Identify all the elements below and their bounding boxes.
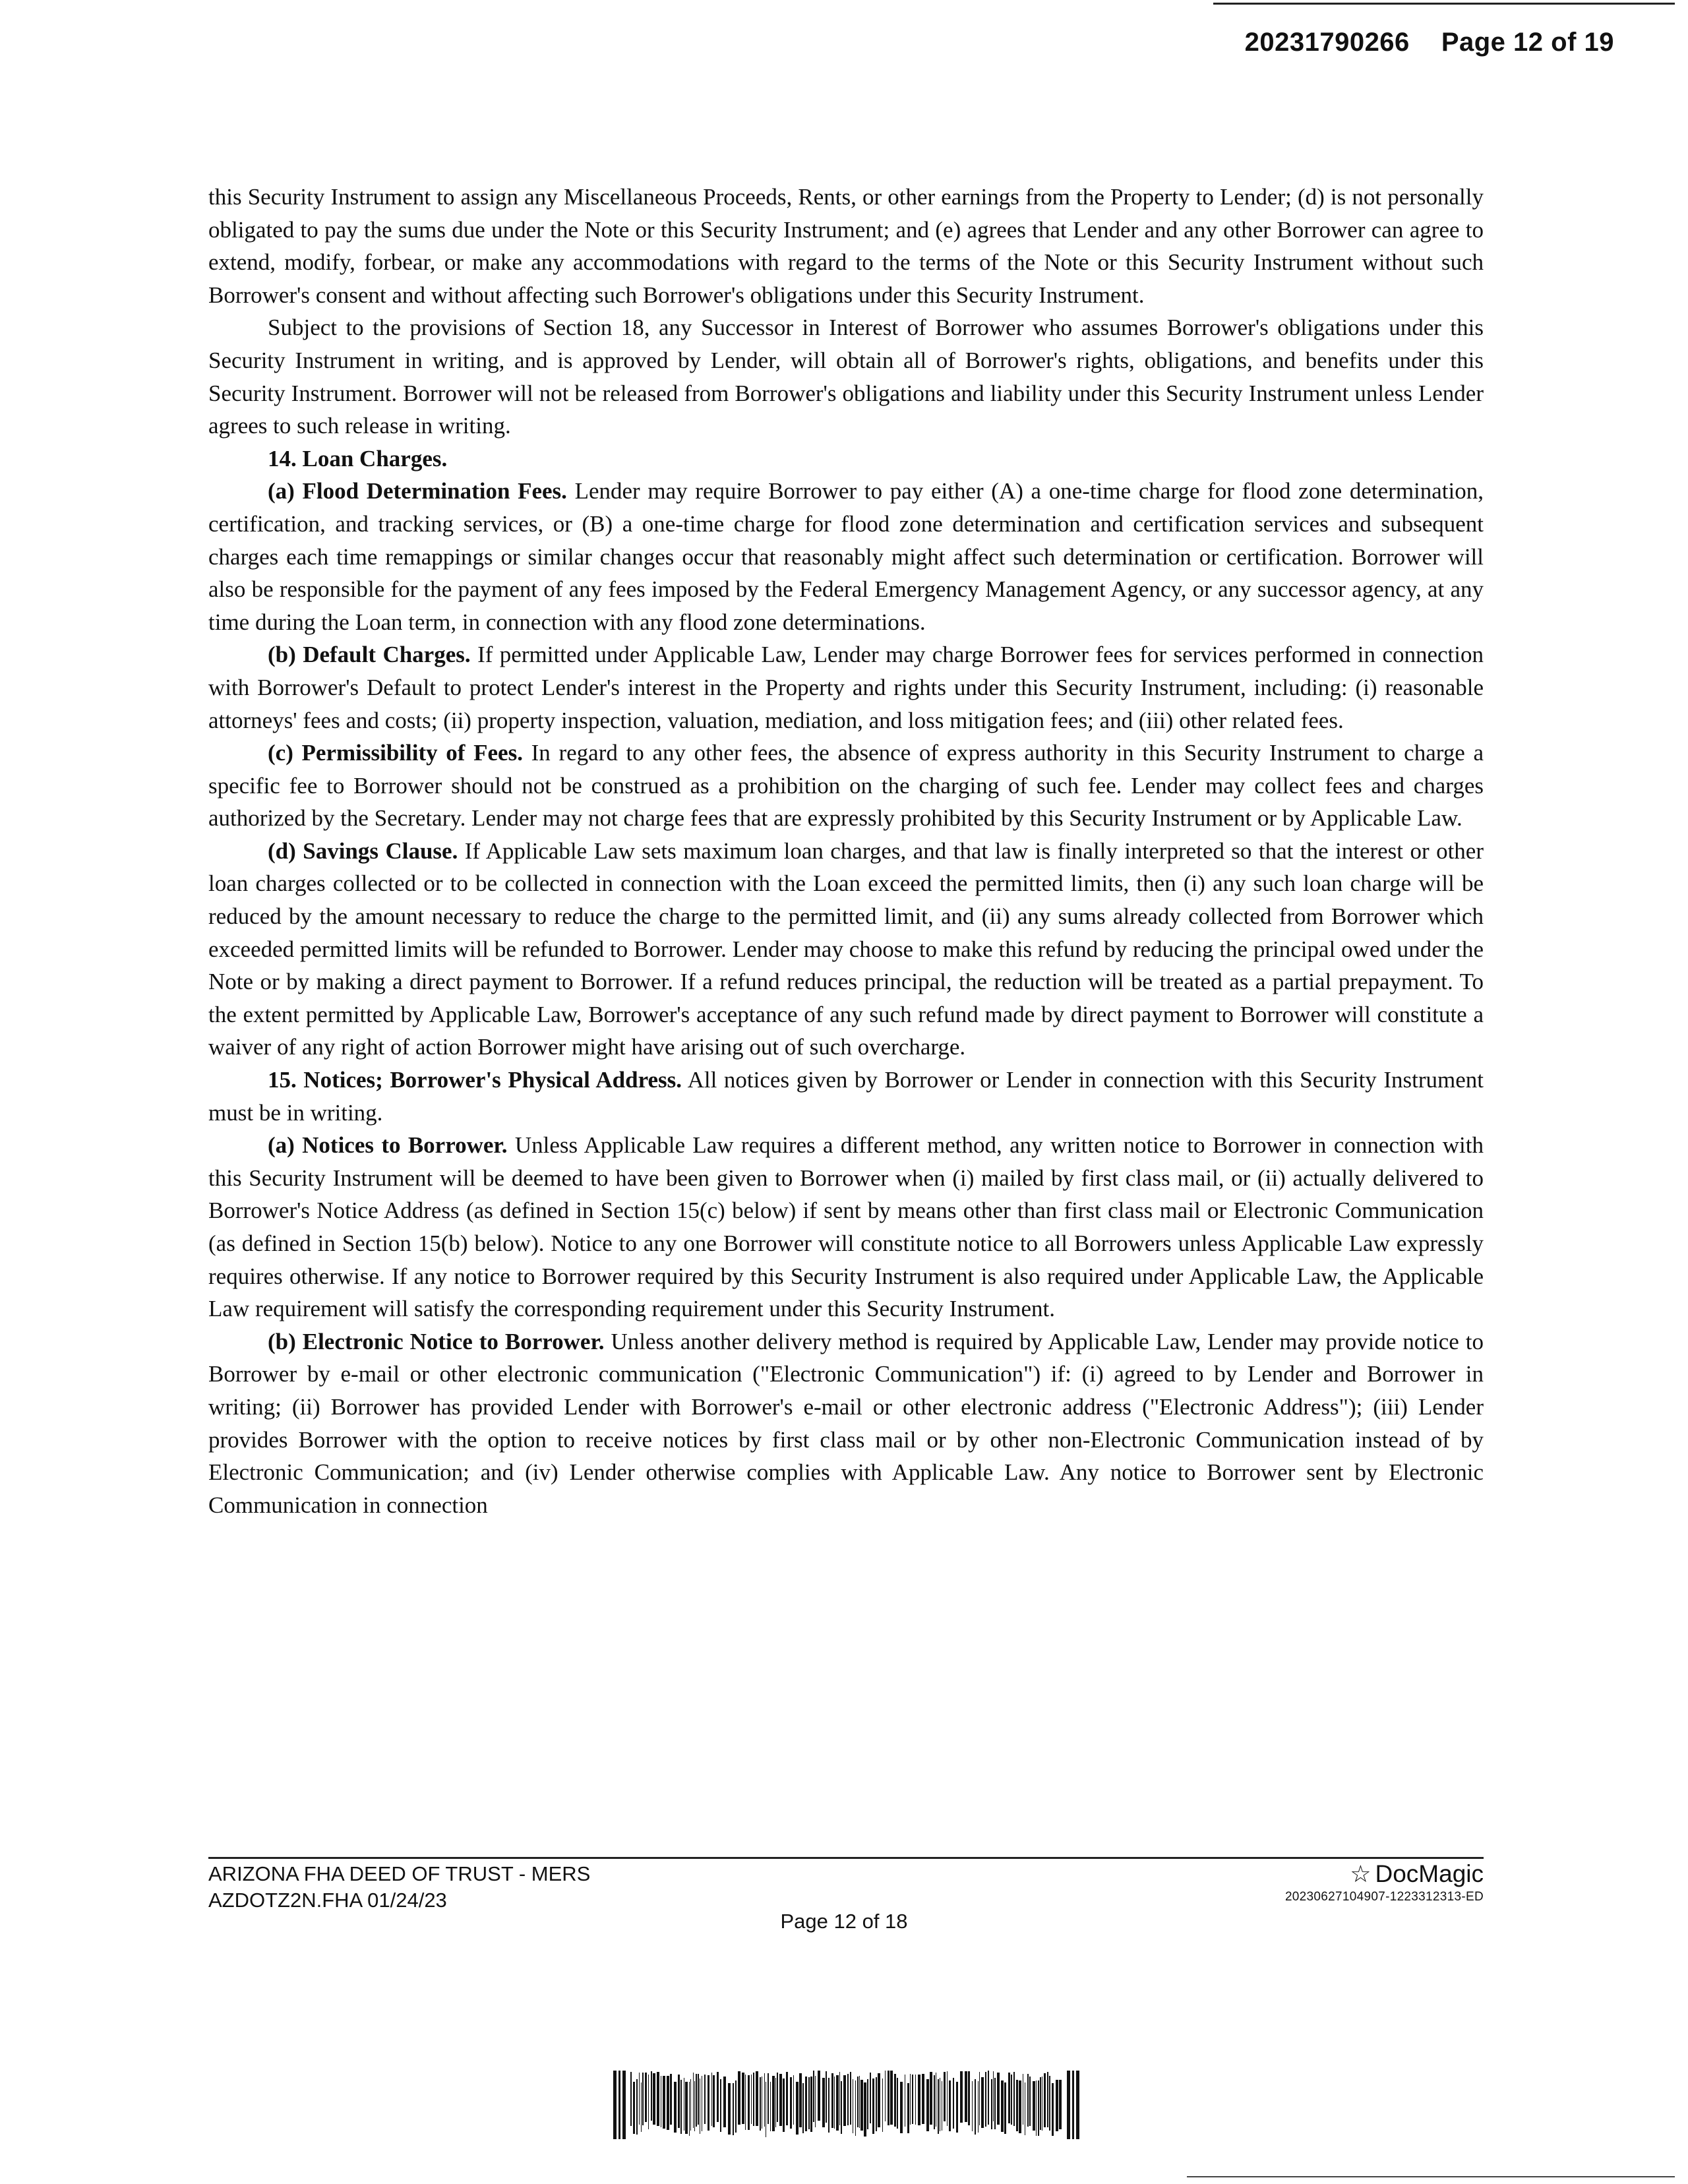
barcode-icon xyxy=(613,2071,1088,2139)
section-14c-text: In regard to any other fees, the absence of express authority in this Security Instrument to charge a specific fee to Borrower should not be construed as a prohibition on the charging of such fee. Lender may collect fees and charges authorized by the Secretary. Lender may not charge fees that are expressly prohibited by this Security Instrument or by Applicable Law. xyxy=(208,740,1484,832)
section-14a-heading: (a) Flood Determination Fees. xyxy=(268,478,567,504)
bottom-edge-rule xyxy=(1187,2176,1675,2177)
section-15b-heading: (b) Electronic Notice to Borrower. xyxy=(268,1328,605,1354)
footer-page-number: Page 12 of 18 xyxy=(780,1910,908,1933)
section-14c-heading: (c) Permissibility of Fees. xyxy=(268,740,523,766)
section-15-text: All notices given by Borrower or Lender in connection with this Security Instrument must be in writing. xyxy=(208,1067,1484,1126)
section-15b-text: Unless another delivery method is required by Applicable Law, Lender may provide notice to Borrower by e-mail or other electronic communication ("Electronic Communication") if: (i) agreed to by Lender and Borrower in writing; (ii) Borrower has provided Lender with Borrower's e-mail or other electronic address ("Electronic Address"); (iii) Lender provides Borrower with the option to receive notices by first class mail or by other non-Electronic Communication instead of by Electronic Communication; and (iv) Lender otherwise complies with Applicable Law. Any notice to Borrower sent by Electronic Communication in connection xyxy=(208,1328,1484,1518)
section-14d-text: If Applicable Law sets maximum loan charges, and that law is finally interpreted so that the interest or other loan charges collected or to be collected in connection with the Loan exceed the permitted limits, then (i) any such loan charge will be reduced by the amount necessary to reduce the charge to the permitted limit, and (ii) any sums already collected from Borrower which exceeded permitted limits will be refunded to Borrower. Lender may choose to make this refund by reducing the principal owed under the Note or by making a direct payment to Borrower. If a refund reduces principal, the reduction will be treated as a partial prepayment. To the extent permitted by Applicable Law, Borrower's acceptance of any such refund made by direct payment to Borrower will constitute a waiver of any right of action Borrower might have arising out of such overcharge. xyxy=(208,837,1484,1060)
section-15a xyxy=(208,1129,1484,1325)
document-id: 20230627104907-1223312313-ED xyxy=(1284,1890,1484,1904)
brand-logo xyxy=(1285,1861,1484,1887)
section-14c xyxy=(208,737,1484,835)
section-15-heading: 15. Notices; Borrower's Physical Address. xyxy=(268,1067,682,1093)
paragraph-continuation: this Security Instrument to assign any Miscellaneous Proceeds, Rents, or other earnings from the Property to Lender; (d) is not personally obligated to pay the sums due under the Note or this Security Instrument; and (e) agrees that Lender and any other Borrower can agree to extend, modify, forbear, or make any accommodations with regard to the terms of the Note or this Security Instrument without such Borrower's consent and without affecting such Borrower's obligations under this Security Instrument. xyxy=(208,184,1484,308)
star-icon: ☆ xyxy=(1350,1860,1372,1887)
footer-form-code: AZDOTZ2N.FHA 01/24/23 xyxy=(208,1889,447,1912)
section-15a-heading: (a) Notices to Borrower. xyxy=(268,1132,508,1159)
footer-form-title: ARIZONA FHA DEED OF TRUST - MERS xyxy=(208,1862,591,1885)
footer-rule xyxy=(208,1857,1484,1859)
section-14b-heading: (b) Default Charges. xyxy=(268,642,471,668)
section-14d xyxy=(208,835,1484,1064)
section-14b-text: If permitted under Applicable Law, Lender may charge Borrower fees for services performed in connection with Borrower's Default to protect Lender's interest in the Property and rights under this Security Instrument, including: (i) reasonable attorneys' fees and costs; (ii) property inspection, valuation, mediation, and loss mitigation fees; and (iii) other related fees. xyxy=(208,642,1484,733)
section-14a xyxy=(208,475,1484,638)
section-14-title: 14. Loan Charges. xyxy=(268,445,448,471)
section-14b xyxy=(208,638,1484,737)
section-14d-heading: (d) Savings Clause. xyxy=(268,837,458,864)
recording-header xyxy=(1245,28,1614,57)
document-body xyxy=(208,181,1484,1521)
section-15b xyxy=(208,1325,1484,1522)
section-15 xyxy=(208,1064,1484,1129)
footer-form-info xyxy=(208,1861,590,1914)
section-14a-text: Lender may require Borrower to pay either (A) a one-time charge for flood zone determination, certification, and tracking services, or (B) a one-time charge for flood zone determination and certification services and subsequent charges each time remappings or similar changes occur that reasonably might affect such determination or certification. Borrower will also be responsible for the payment of any fees imposed by the Federal Emergency Management Agency, or any successor agency, at any time during the Loan term, in connection with any flood zone determinations. xyxy=(208,478,1484,635)
brand-name: DocMagic xyxy=(1375,1860,1484,1887)
paragraph-successor: Subject to the provisions of Section 18, any Successor in Interest of Borrower who assumes Borrower's obligations under this Security Instrument in writing, and is approved by Lender, will obtain all of Borrower's rights, obligations, and benefits under this Security Instrument. Borrower will not be released from Borrower's obligations and liability under this Security Instrument unless Lender agrees to such release in writing. xyxy=(208,315,1484,439)
section-14-heading xyxy=(208,442,1484,475)
footer-brand-block xyxy=(1285,1861,1484,1907)
top-edge-rule xyxy=(1213,3,1675,5)
recording-page-label: Page 12 of 19 xyxy=(1441,28,1614,57)
recording-number: 20231790266 xyxy=(1244,28,1410,57)
section-15a-text: Unless Applicable Law requires a different method, any written notice to Borrower in connection with this Security Instrument will be deemed to have been given to Borrower when (i) mailed by first class mail, or (ii) actually delivered to Borrower's Notice Address (as defined in Section 15(c) below) if sent by means other than first class mail or Electronic Communication (as defined in Section 15(b) below). Notice to any one Borrower will constitute notice to all Borrowers unless Applicable Law expressly requires otherwise. If any notice to Borrower required by this Security Instrument is also required under Applicable Law, the Applicable Law requirement will satisfy the corresponding requirement under this Security Instrument. xyxy=(208,1132,1484,1322)
